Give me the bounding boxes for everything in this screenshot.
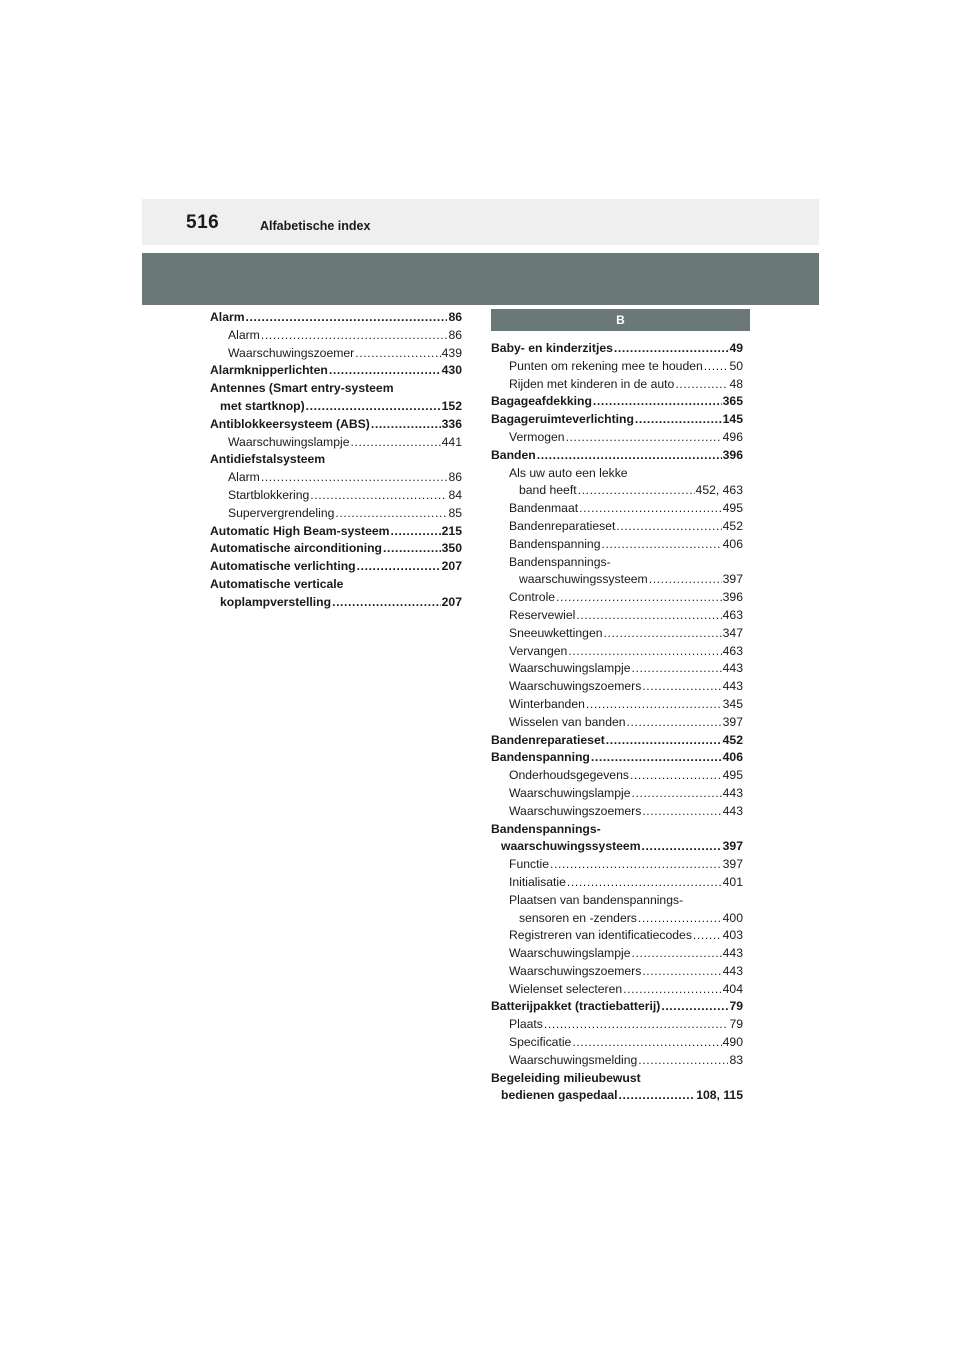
index-entry (491, 1087, 743, 1105)
entry-text: Bandenspannings- (509, 554, 611, 569)
index-entry (210, 523, 462, 541)
entry-page: 495 (722, 768, 743, 783)
entry-page: 83 (729, 1052, 743, 1067)
dot-leader (602, 536, 722, 554)
entry-page: 347 (722, 625, 743, 640)
index-entry (491, 447, 743, 465)
entry-text: Bandenspanning (509, 536, 601, 551)
index-entry (491, 749, 743, 767)
entry-text: Alarmknipperlichten (210, 363, 328, 378)
entry-text: Waarschuwingszoemers (509, 803, 642, 818)
entry-page: 207 (441, 559, 462, 574)
entry-text: Automatische verticale (210, 576, 344, 591)
entry-text: band heeft (519, 483, 577, 498)
dot-leader (642, 963, 721, 981)
index-entry (210, 434, 462, 452)
entry-page: 365 (722, 394, 743, 409)
index-entry (491, 998, 743, 1016)
entry-text: Bagageafdekking (491, 394, 592, 409)
dot-leader (578, 482, 695, 500)
index-entry (491, 678, 743, 696)
dot-leader (638, 910, 722, 928)
entry-text: Begeleiding milieubewust (491, 1070, 641, 1085)
entry-text: Waarschuwingslampje (509, 785, 631, 800)
dot-leader (638, 1052, 728, 1070)
entry-page: 350 (441, 541, 462, 556)
entry-text: Vervangen (509, 643, 568, 658)
entry-text: Controle (509, 590, 556, 605)
entry-page: 400 (722, 910, 743, 925)
entry-page: 108, 115 (696, 1088, 743, 1103)
entry-text: Winterbanden (509, 696, 585, 711)
index-entry (491, 927, 743, 945)
index-entry (491, 1016, 743, 1034)
index-entry (491, 910, 743, 928)
dot-leader (572, 1034, 721, 1052)
index-entry (491, 340, 743, 358)
index-entry (491, 1052, 743, 1070)
index-entry (491, 945, 743, 963)
index-entry (210, 505, 462, 523)
dot-leader (306, 398, 441, 416)
dot-leader (635, 411, 722, 429)
index-entry (491, 767, 743, 785)
entry-text: Bandenreparatieset (509, 518, 616, 533)
dot-leader (631, 945, 721, 963)
entry-text: Bandenreparatieset (491, 732, 605, 747)
index-entry (491, 411, 743, 429)
dot-leader (631, 785, 721, 803)
entry-page: 452, 463 (695, 483, 743, 498)
dot-leader (604, 625, 722, 643)
page-header (142, 199, 819, 245)
dot-leader (383, 540, 441, 558)
dot-leader (261, 469, 448, 487)
entry-page: 397 (722, 839, 743, 854)
index-entry (491, 607, 743, 625)
dot-leader (593, 393, 722, 411)
entry-page: 439 (441, 345, 462, 360)
index-entry (210, 345, 462, 363)
entry-text: Vermogen (509, 429, 565, 444)
entry-text: Plaats (509, 1017, 543, 1032)
entry-text: Bandenmaat (509, 501, 579, 516)
dot-leader (261, 327, 448, 345)
index-entry (491, 429, 743, 447)
entry-text: Plaatsen van bandenspannings- (509, 892, 684, 907)
index-entry (491, 536, 743, 554)
index-entry (491, 963, 743, 981)
entry-text: Registreren van identificatiecodes (509, 928, 692, 943)
dot-leader (355, 345, 440, 363)
entry-text: Batterijpakket (tractiebatterij) (491, 999, 661, 1014)
index-entry (210, 398, 462, 416)
dot-leader (614, 340, 729, 358)
entry-page: 496 (722, 429, 743, 444)
dot-leader (704, 358, 729, 376)
entry-text: waarschuwingssysteem (519, 572, 648, 587)
entry-page: 441 (441, 434, 462, 449)
dot-leader (586, 696, 722, 714)
entry-text: Wielenset selecteren (509, 981, 623, 996)
entry-text: Waarschuwingszoemers (509, 679, 642, 694)
index-entry (491, 554, 743, 572)
index-entry (210, 362, 462, 380)
index-entry (491, 643, 743, 661)
dot-leader (556, 589, 722, 607)
index-column-left (210, 309, 462, 612)
dot-leader (649, 571, 722, 589)
dot-leader (567, 874, 722, 892)
index-entry (210, 487, 462, 505)
entry-page: 452 (722, 518, 743, 533)
entry-text: Specificatie (509, 1035, 572, 1050)
entry-text: Baby- en kinderzitjes (491, 341, 613, 355)
index-entry (491, 625, 743, 643)
index-entry (491, 376, 743, 394)
entry-page: 430 (441, 363, 462, 378)
entry-page: 397 (722, 572, 743, 587)
entry-text: Als uw auto een lekke (509, 465, 628, 480)
page-number: 516 (186, 212, 220, 233)
index-entry (491, 821, 743, 839)
entry-text: koplampverstelling (220, 594, 332, 609)
dot-leader (576, 607, 721, 625)
dot-leader (350, 434, 440, 452)
entry-text: Waarschuwingslampje (509, 661, 631, 676)
entry-text: waarschuwingssysteem (501, 839, 641, 854)
dot-leader (642, 678, 721, 696)
dot-leader (616, 518, 721, 536)
entry-page: 215 (441, 523, 462, 538)
dot-leader (627, 714, 722, 732)
letter-heading: B (491, 309, 750, 331)
entry-page: 86 (448, 327, 462, 342)
index-entry (491, 732, 743, 750)
entry-page: 443 (722, 963, 743, 978)
dot-leader (371, 416, 441, 434)
dot-leader (329, 362, 441, 380)
dot-leader (606, 732, 722, 750)
entry-text: Automatische airconditioning (210, 541, 382, 556)
dot-leader (332, 594, 441, 612)
index-entry (210, 469, 462, 487)
dot-leader (390, 523, 440, 541)
entry-text: Supervergrendeling (228, 505, 335, 520)
entry-text: bedienen gaspedaal (501, 1088, 618, 1103)
entry-page: 86 (448, 470, 462, 485)
index-entry (491, 856, 743, 874)
index-entry (491, 518, 743, 536)
entry-text: Reservewiel (509, 607, 576, 622)
entry-text: Antennes (Smart entry-systeem (210, 381, 394, 396)
dot-leader (619, 1087, 696, 1105)
index-entry (491, 714, 743, 732)
entry-text: Initialisatie (509, 874, 566, 889)
entry-page: 443 (722, 803, 743, 818)
dot-leader (693, 927, 722, 945)
section-band (142, 253, 819, 305)
dot-leader (631, 660, 721, 678)
index-entry (210, 327, 462, 345)
index-entry (491, 358, 743, 376)
entry-text: Sneeuwkettingen (509, 625, 603, 640)
entry-text: Waarschuwingszoemer (228, 345, 355, 360)
dot-leader (566, 429, 722, 447)
entry-page: 443 (722, 785, 743, 800)
entry-text: Automatische verlichting (210, 559, 356, 574)
entry-page: 396 (722, 590, 743, 605)
entry-text: met startknop) (220, 398, 305, 413)
index-entry (491, 393, 743, 411)
entry-page: 495 (722, 501, 743, 516)
dot-leader (544, 1016, 729, 1034)
entry-page: 79 (729, 999, 743, 1014)
entry-text: Waarschuwingszoemers (509, 963, 642, 978)
entry-text: Functie (509, 857, 549, 872)
index-entry (491, 1034, 743, 1052)
dot-leader (537, 447, 722, 465)
index-entry (210, 594, 462, 612)
entry-text: Bagageruimteverlichting (491, 412, 634, 427)
dot-leader (661, 998, 728, 1016)
entry-text: Waarschuwingslampje (228, 434, 350, 449)
entry-text: Alarm (210, 310, 245, 324)
dot-leader (630, 767, 722, 785)
entry-text: Onderhoudsgegevens (509, 768, 629, 783)
entry-page: 406 (722, 750, 743, 765)
entry-text: Alarm (228, 327, 260, 342)
entry-page: 403 (722, 928, 743, 943)
entry-page: 336 (441, 416, 462, 431)
entry-text: Punten om rekening mee te houden (509, 358, 703, 373)
dot-leader (623, 981, 722, 999)
entry-page: 85 (448, 505, 462, 520)
index-entry (491, 571, 743, 589)
index-entry (491, 785, 743, 803)
entry-page: 406 (722, 536, 743, 551)
entry-page: 443 (722, 946, 743, 961)
dot-leader (246, 309, 448, 327)
header-title: Alfabetische index (260, 219, 371, 233)
index-entry (210, 309, 462, 327)
index-entry (491, 482, 743, 500)
index-entry (491, 838, 743, 856)
entry-text: Bandenspanning (491, 750, 590, 765)
entry-page: 84 (448, 487, 462, 502)
entry-page: 443 (722, 679, 743, 694)
dot-leader (579, 500, 722, 518)
index-entry (491, 981, 743, 999)
entry-page: 145 (722, 412, 743, 427)
index-entry (210, 576, 462, 594)
dot-leader (568, 643, 721, 661)
entry-page: 50 (729, 358, 743, 373)
entry-page: 49 (729, 341, 743, 355)
entry-text: Alarm (228, 470, 260, 485)
dot-leader (550, 856, 722, 874)
entry-text: sensoren en -zenders (519, 910, 637, 925)
entry-text: Banden (491, 447, 536, 462)
index-entry (210, 451, 462, 469)
dot-leader (642, 838, 722, 856)
entry-page: 152 (441, 398, 462, 413)
entry-page: 396 (722, 447, 743, 462)
entry-page: 397 (722, 714, 743, 729)
index-entry (491, 1070, 743, 1088)
index-entry (210, 558, 462, 576)
index-entry (491, 892, 743, 910)
entry-text: Waarschuwingsmelding (509, 1052, 638, 1067)
index-entry (491, 696, 743, 714)
index-entry (210, 380, 462, 398)
entry-text: Automatic High Beam-systeem (210, 523, 390, 538)
dot-leader (642, 803, 721, 821)
dot-leader (310, 487, 447, 505)
dot-leader (335, 505, 447, 523)
entry-page: 79 (729, 1017, 743, 1032)
entry-page: 490 (722, 1035, 743, 1050)
index-entry (210, 416, 462, 434)
entry-page: 452 (722, 732, 743, 747)
index-entry (491, 500, 743, 518)
entry-text: Rijden met kinderen in de auto (509, 376, 675, 391)
entry-text: Antidiefstalsysteem (210, 452, 326, 467)
index-column-right (491, 309, 743, 1105)
entry-page: 86 (448, 310, 462, 324)
entry-page: 443 (722, 661, 743, 676)
entry-text: Antiblokkeersysteem (ABS) (210, 416, 370, 431)
entry-page: 345 (722, 696, 743, 711)
entry-page: 401 (722, 874, 743, 889)
index-entry (491, 660, 743, 678)
entry-page: 463 (722, 607, 743, 622)
dot-leader (357, 558, 441, 576)
entry-page: 404 (722, 981, 743, 996)
entry-text: Wisselen van banden (509, 714, 626, 729)
index-entry (491, 589, 743, 607)
index-entry (491, 803, 743, 821)
entry-text: Bandenspannings- (491, 821, 601, 836)
dot-leader (591, 749, 722, 767)
entry-page: 48 (729, 376, 743, 391)
dot-leader (675, 376, 728, 394)
entry-page: 207 (441, 594, 462, 609)
index-entry (491, 874, 743, 892)
entry-text: Startblokkering (228, 487, 310, 502)
index-entry (491, 465, 743, 483)
index-entry (210, 540, 462, 558)
entry-page: 463 (722, 643, 743, 658)
entry-text: Waarschuwingslampje (509, 946, 631, 961)
entry-page: 397 (722, 857, 743, 872)
